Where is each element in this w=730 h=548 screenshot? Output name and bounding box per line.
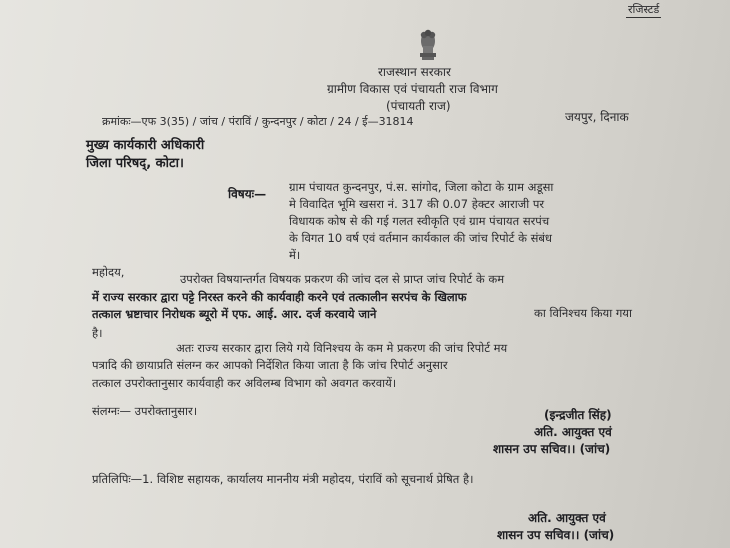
govt-name: राजस्थान सरकार xyxy=(378,65,451,79)
subject-label: विषयः— xyxy=(228,187,267,201)
addressee-line1: मुख्य कार्यकारी अधिकारी xyxy=(86,138,205,153)
salutation: महोदय, xyxy=(92,265,125,279)
para1-line: का विनिश्चय किया गया xyxy=(534,306,632,320)
place-date: जयपुर, दिनाक xyxy=(565,110,629,124)
para1-line: में राज्य सरकार द्वारा पट्टे निरस्त करने की कार्यवाही करने एवं तत्कालीन सरपंच के खिलाफ xyxy=(92,290,467,304)
reference-number: क्रमांकः—एफ 3(35) / जांच / पंराविं / कुन्दनपुर / कोटा / 24 / ई—31814 xyxy=(102,115,414,128)
subject-line: ग्राम पंचायत कुन्दनपुर, पं.स. सांगोद, जिला कोटा के ग्राम अडूसा xyxy=(289,180,554,194)
signatory-designation: अति. आयुक्त एवं xyxy=(534,425,612,439)
subject-line: के विगत 10 वर्ष एवं वर्तमान कार्यकाल की जांच रिपोर्ट के संबंध xyxy=(289,231,553,245)
subject-line: में। xyxy=(289,248,301,262)
department-sub: (पंचायती राज) xyxy=(386,99,451,113)
subject-line: विधायक कोष से की गई गलत स्वीकृति एवं ग्राम पंचायत सरपंच xyxy=(289,214,550,228)
para2-line: अतः राज्य सरकार द्वारा लिये गये विनिश्चय के कम मे प्रकरण की जांच रिपोर्ट मय xyxy=(176,341,508,355)
copy-to: प्रतिलिपिः—1. विशिष्ट सहायक, कार्यालय माननीय मंत्री महोदय, पंराविं को सूचनार्थ प्रेषित है। xyxy=(92,472,474,486)
signatory2-office: शासन उप सचिव।। (जांच) xyxy=(497,528,615,542)
para1-line: है। xyxy=(92,326,103,340)
addressee-line2: जिला परिषद्, कोटा। xyxy=(86,156,184,171)
para2-line: पत्रादि की छायाप्रति संलग्न कर आपको निर्देशित किया जाता है कि जांच रिपोर्ट अनुसार xyxy=(92,358,448,372)
enclosure: संलग्नः— उपरोक्तानुसार। xyxy=(92,404,198,418)
national-emblem-icon xyxy=(416,27,440,61)
signatory-name: (इन्द्रजीत सिंह) xyxy=(544,408,612,422)
para1-line: उपरोक्त विषयान्तर्गत विषयक प्रकरण की जांच दल से प्राप्त जांच रिपोर्ट के कम xyxy=(180,272,505,286)
para1-line: तत्काल भ्रष्टाचार निरोधक ब्यूरो में एफ. आई. आर. दर्ज करवाये जाने xyxy=(92,307,377,321)
signatory-office: शासन उप सचिव।। (जांच) xyxy=(493,442,611,456)
registered-stamp: रजिस्टर्ड xyxy=(628,3,660,16)
signatory2-designation: अति. आयुक्त एवं xyxy=(528,511,606,525)
subject-line: मे विवादित भूमि खसरा नं. 317 की 0.07 हेक्टर आराजी पर xyxy=(289,197,545,211)
para2-line: तत्काल उपरोक्तानुसार कार्यवाही कर अविलम्ब विभाग को अवगत करवायें। xyxy=(92,376,397,390)
department-name: ग्रामीण विकास एवं पंचायती राज विभाग xyxy=(327,82,498,96)
